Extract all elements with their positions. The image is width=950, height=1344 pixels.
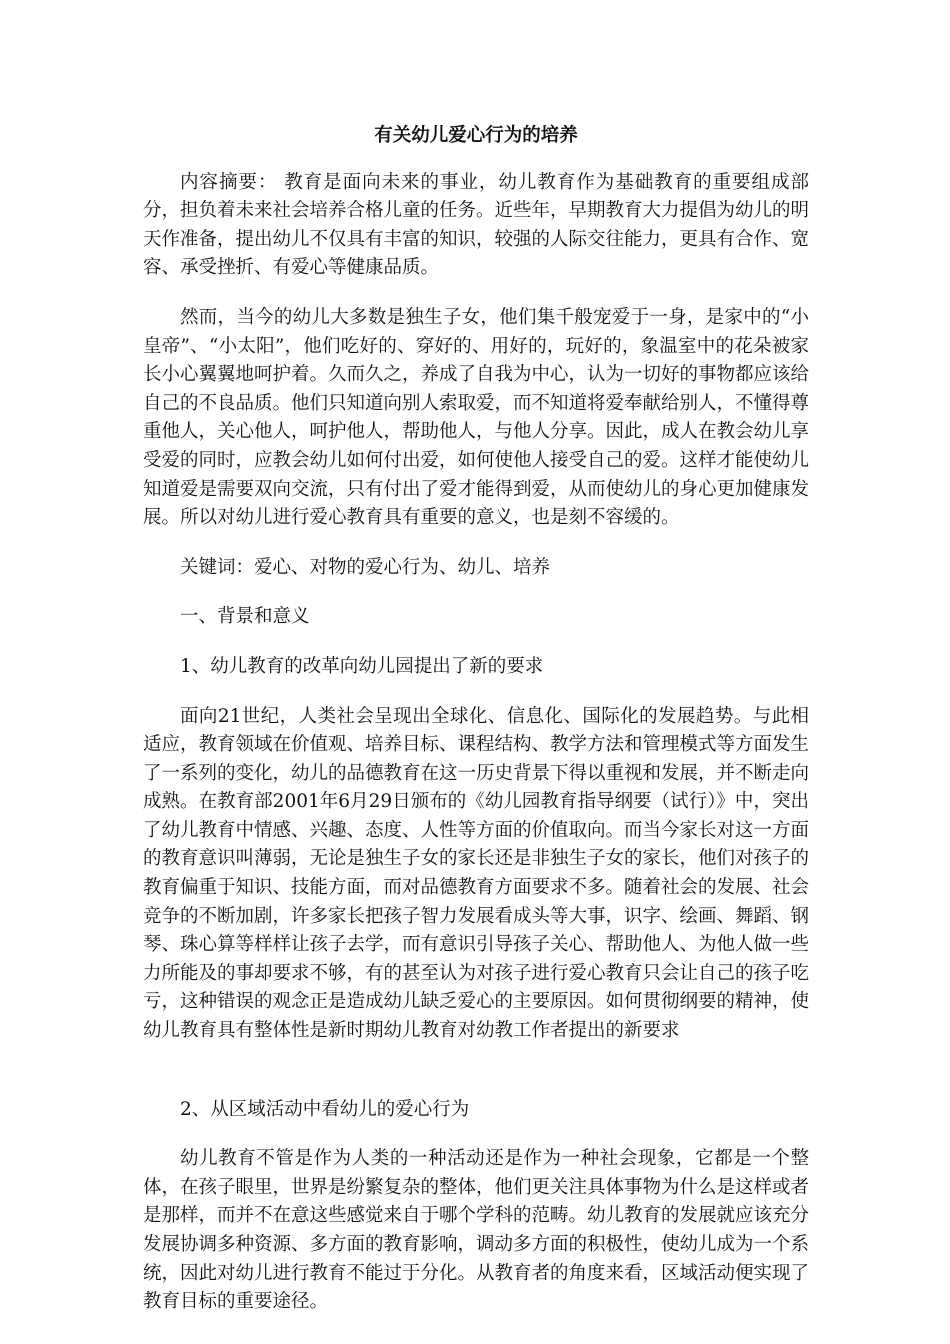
subsection-heading-reform: 1、幼儿教育的改革向幼儿园提出了新的要求	[180, 655, 544, 677]
document-title: 有关幼儿爱心行为的培养	[374, 125, 578, 146]
document-body	[143, 122, 809, 1338]
abstract-paragraph: 内容摘要： 教育是面向未来的事业，幼儿教育作为基础教育的重要组成部分，担负着未来社会培养合格儿童的任务。近些年，早期教育大力提倡为幼儿的明天作准备，提出幼儿不仅具有丰富的知识，较强的人际交往能力，更具有合作、宽容、承受挫折、有爱心等健康品质。	[143, 171, 810, 279]
intro-paragraph: 然而，当今的幼儿大多数是独生子女，他们集千般宠爱于一身，是家中的“小皇帝”、“小太阳”，他们吃好的、穿好的、用好的，玩好的，象温室中的花朵被家长小心翼翼地呵护着。久而久之，养成了自我为中心，认为一切好的事物都应该给自己的不良品质。他们只知道向别人索取爱，而不知道将爱奉献给别人，不懂得尊重他人，关心他人，呵护他人，帮助他人，与他人分享。因此，成人在教会幼儿享受爱的同时，应教会幼儿如何付出爱，如何使他人接受自己的爱。这样才能使幼儿知道爱是需要双向交流，只有付出了爱才能得到爱，从而使幼儿的身心更加健康发展。所以对幼儿进行爱心教育具有重要的意义，也是刻不容缓的。	[143, 306, 810, 529]
subsection-heading-area-activity: 2、从区域活动中看幼儿的爱心行为	[180, 1098, 470, 1120]
reform-paragraph: 面向21世纪，人类社会呈现出全球化、信息化、国际化的发展趋势。与此相适应，教育领域在价值观、培养目标、课程结构、教学方法和管理模式等方面发生了一系列的变化，幼儿的品德教育在这一历史背景下得以重视和发展，并不断走向成熟。在教育部2001年6月29日颁布的《幼儿园教育指导纲要（试行）》中，突出了幼儿教育中情感、兴趣、态度、人性等方面的价值取向。而当今家长对这一方面的教育意识叫薄弱，无论是独生子女的家长还是非独生子女的家长，他们对孩子的教育偏重于知识、技能方面，而对品德教育方面要求不多。随着社会的发展、社会竞争的不断加剧，许多家长把孩子智力发展看成头等大事，识字、绘画、舞蹈、钢琴、珠心算等样样让孩子去学，而有意识引导孩子关心、帮助他人、为他人做一些力所能及的事却要求不够，有的甚至认为对孩子进行爱心教育只会让自己的孩子吃亏，这种错误的观念正是造成幼儿缺乏爱心的主要原因。如何贯彻纲要的精神，使幼儿教育具有整体性是新时期幼儿教育对幼教工作者提出的新要求	[143, 705, 810, 1042]
section-heading-background: 一、背景和意义	[180, 606, 310, 628]
keywords-line: 关键词：爱心、对物的爱心行为、幼儿、培养	[180, 556, 551, 578]
area-activity-paragraph: 幼儿教育不管是作为人类的一种活动还是作为一种社会现象，它都是一个整体，在孩子眼里，世界是纷繁复杂的整体，他们更关注具体事物为什么是这样或者是那样，而并不在意这些感觉来自于哪个学科的范畴。幼儿教育的发展就应该充分发展协调多种资源、多方面的教育影响，调动多方面的积极性，使幼儿成为一个系统，因此对幼儿进行教育不能过于分化。从教育者的角度来看，区域活动便实现了教育目标的重要途径。	[143, 1148, 810, 1313]
